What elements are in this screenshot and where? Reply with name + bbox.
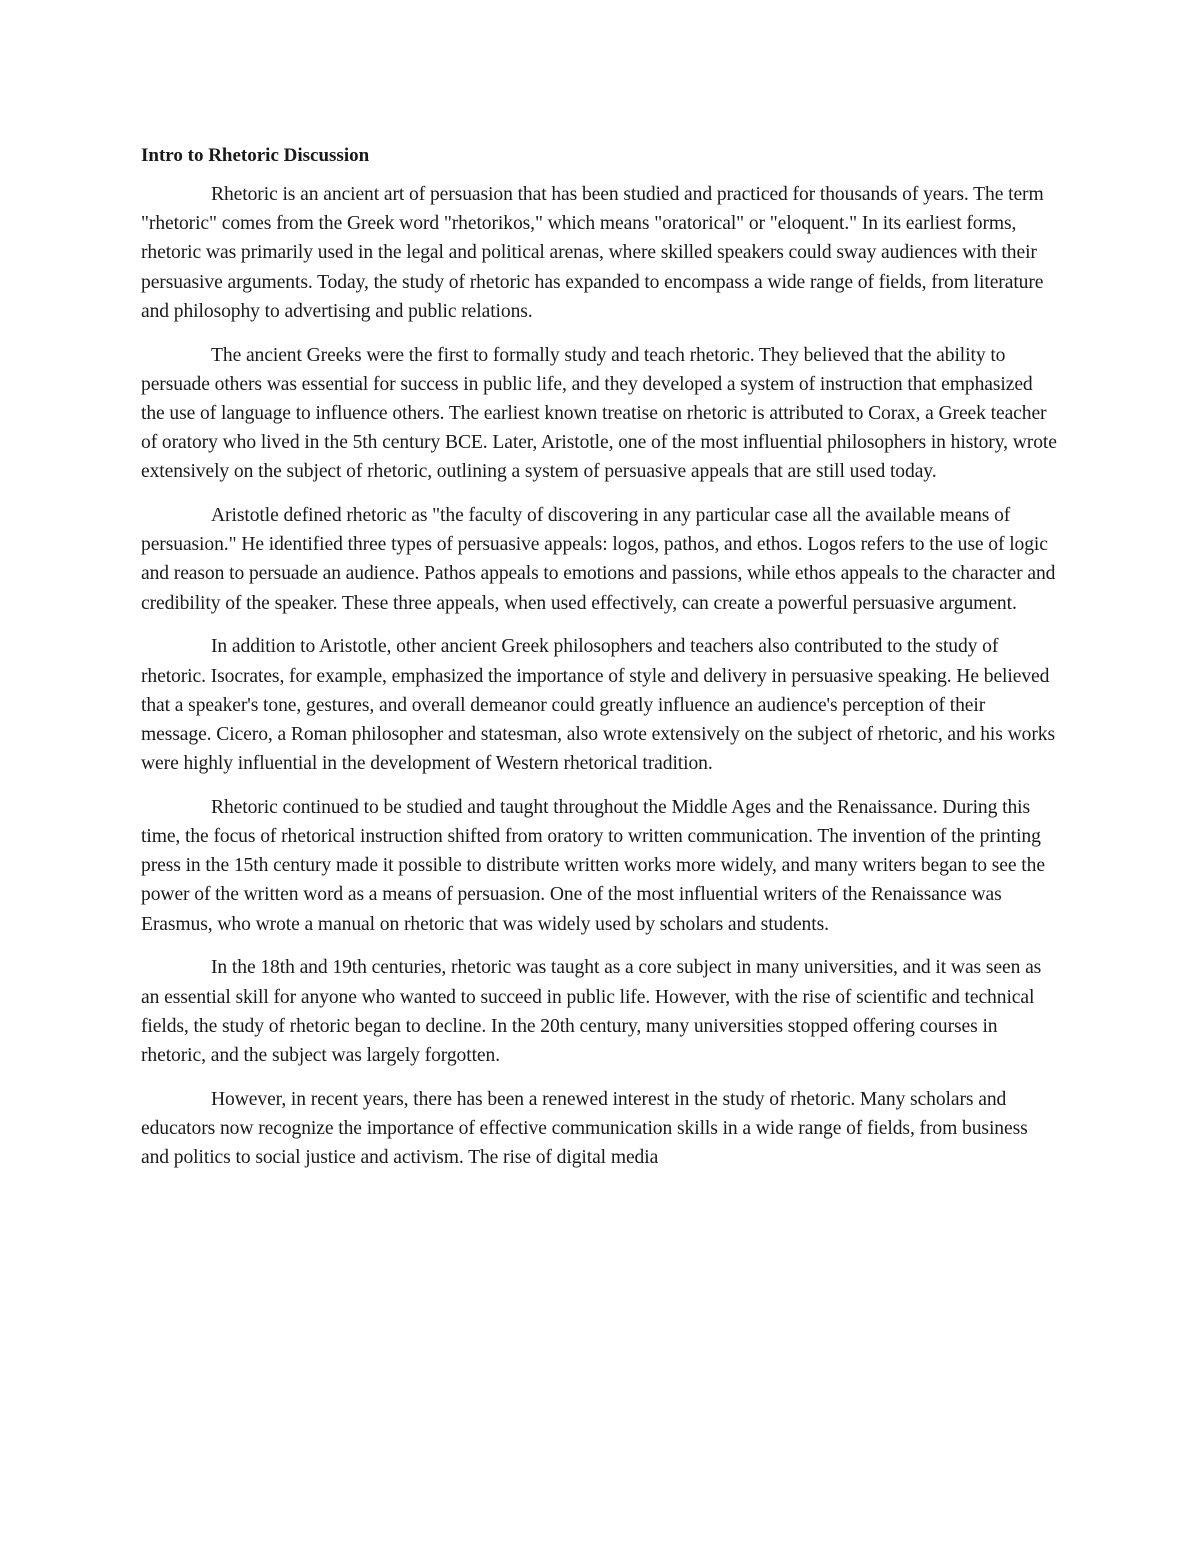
paragraph-1: Rhetoric is an ancient art of persuasion that has been studied and practiced for thousands of years. The term "rhetoric" comes from the Greek word "rhetorikos," which means "oratorical" or "eloquent." In its earliest forms, rhetoric was primarily used in the legal and political arenas, where skilled speakers could sway audiences with their persuasive arguments. Today, the study of rhetoric has expanded to encompass a wide range of fields, from literature and philosophy to advertising and public relations.	[141, 184, 1044, 322]
document-title: Intro to Rhetoric Discussion	[141, 145, 370, 166]
paragraph-4: In addition to Aristotle, other ancient Greek philosophers and teachers also contributed to the study of rhetoric. Isocrates, for example, emphasized the importance of style and delivery in persuasive speaking. He believed that a speaker's tone, gestures, and overall demeanor could greatly influence an audience's perception of their message. Cicero, a Roman philosopher and statesman, also wrote extensively on the subject of rhetoric, and his works were highly influential in the development of Western rhetorical tradition.	[141, 636, 1055, 775]
paragraph-5: Rhetoric continued to be studied and taught throughout the Middle Ages and the Renaissance. During this time, the focus of rhetorical instruction shifted from oratory to written communication. The invention of the printing press in the 15th century made it possible to distribute written works more widely, and many writers began to see the power of the written word as a means of persuasion. One of the most influential writers of the Renaissance was Erasmus, who wrote a manual on rhetoric that was widely used by scholars and students.	[141, 796, 1045, 935]
paragraph-2: The ancient Greeks were the first to formally study and teach rhetoric. They believed that the ability to persuade others was essential for success in public life, and they developed a system of instruction that emphasized the use of language to influence others. The earliest known treatise on rhetoric is attributed to Corax, a Greek teacher of oratory who lived in the 5th century BCE. Later, Aristotle, one of the most influential philosophers in history, wrote extensively on the subject of rhetoric, outlining a system of persuasive appeals that are still used today.	[141, 344, 1057, 483]
paragraph-7: However, in recent years, there has been a renewed interest in the study of rhetoric. Many scholars and educators now recognize the importance of effective communication skills in a wide range of fields, from business and politics to social justice and activism. The rise of digital media	[141, 1088, 1028, 1169]
paragraph-3: Aristotle defined rhetoric as "the faculty of discovering in any particular case all the available means of persuasion." He identified three types of persuasive appeals: logos, pathos, and ethos. Logos refers to the use of logic and reason to persuade an audience. Pathos appeals to emotions and passions, while ethos appeals to the character and credibility of the speaker. These three appeals, when used effectively, can create a powerful persuasive argument.	[141, 505, 1056, 614]
document-body	[141, 142, 1059, 1187]
paragraph-6: In the 18th and 19th centuries, rhetoric was taught as a core subject in many universities, and it was seen as an essential skill for anyone who wanted to succeed in public life. However, with the rise of scientific and technical fields, the study of rhetoric began to decline. In the 20th century, many universities stopped offering courses in rhetoric, and the subject was largely forgotten.	[141, 957, 1042, 1066]
